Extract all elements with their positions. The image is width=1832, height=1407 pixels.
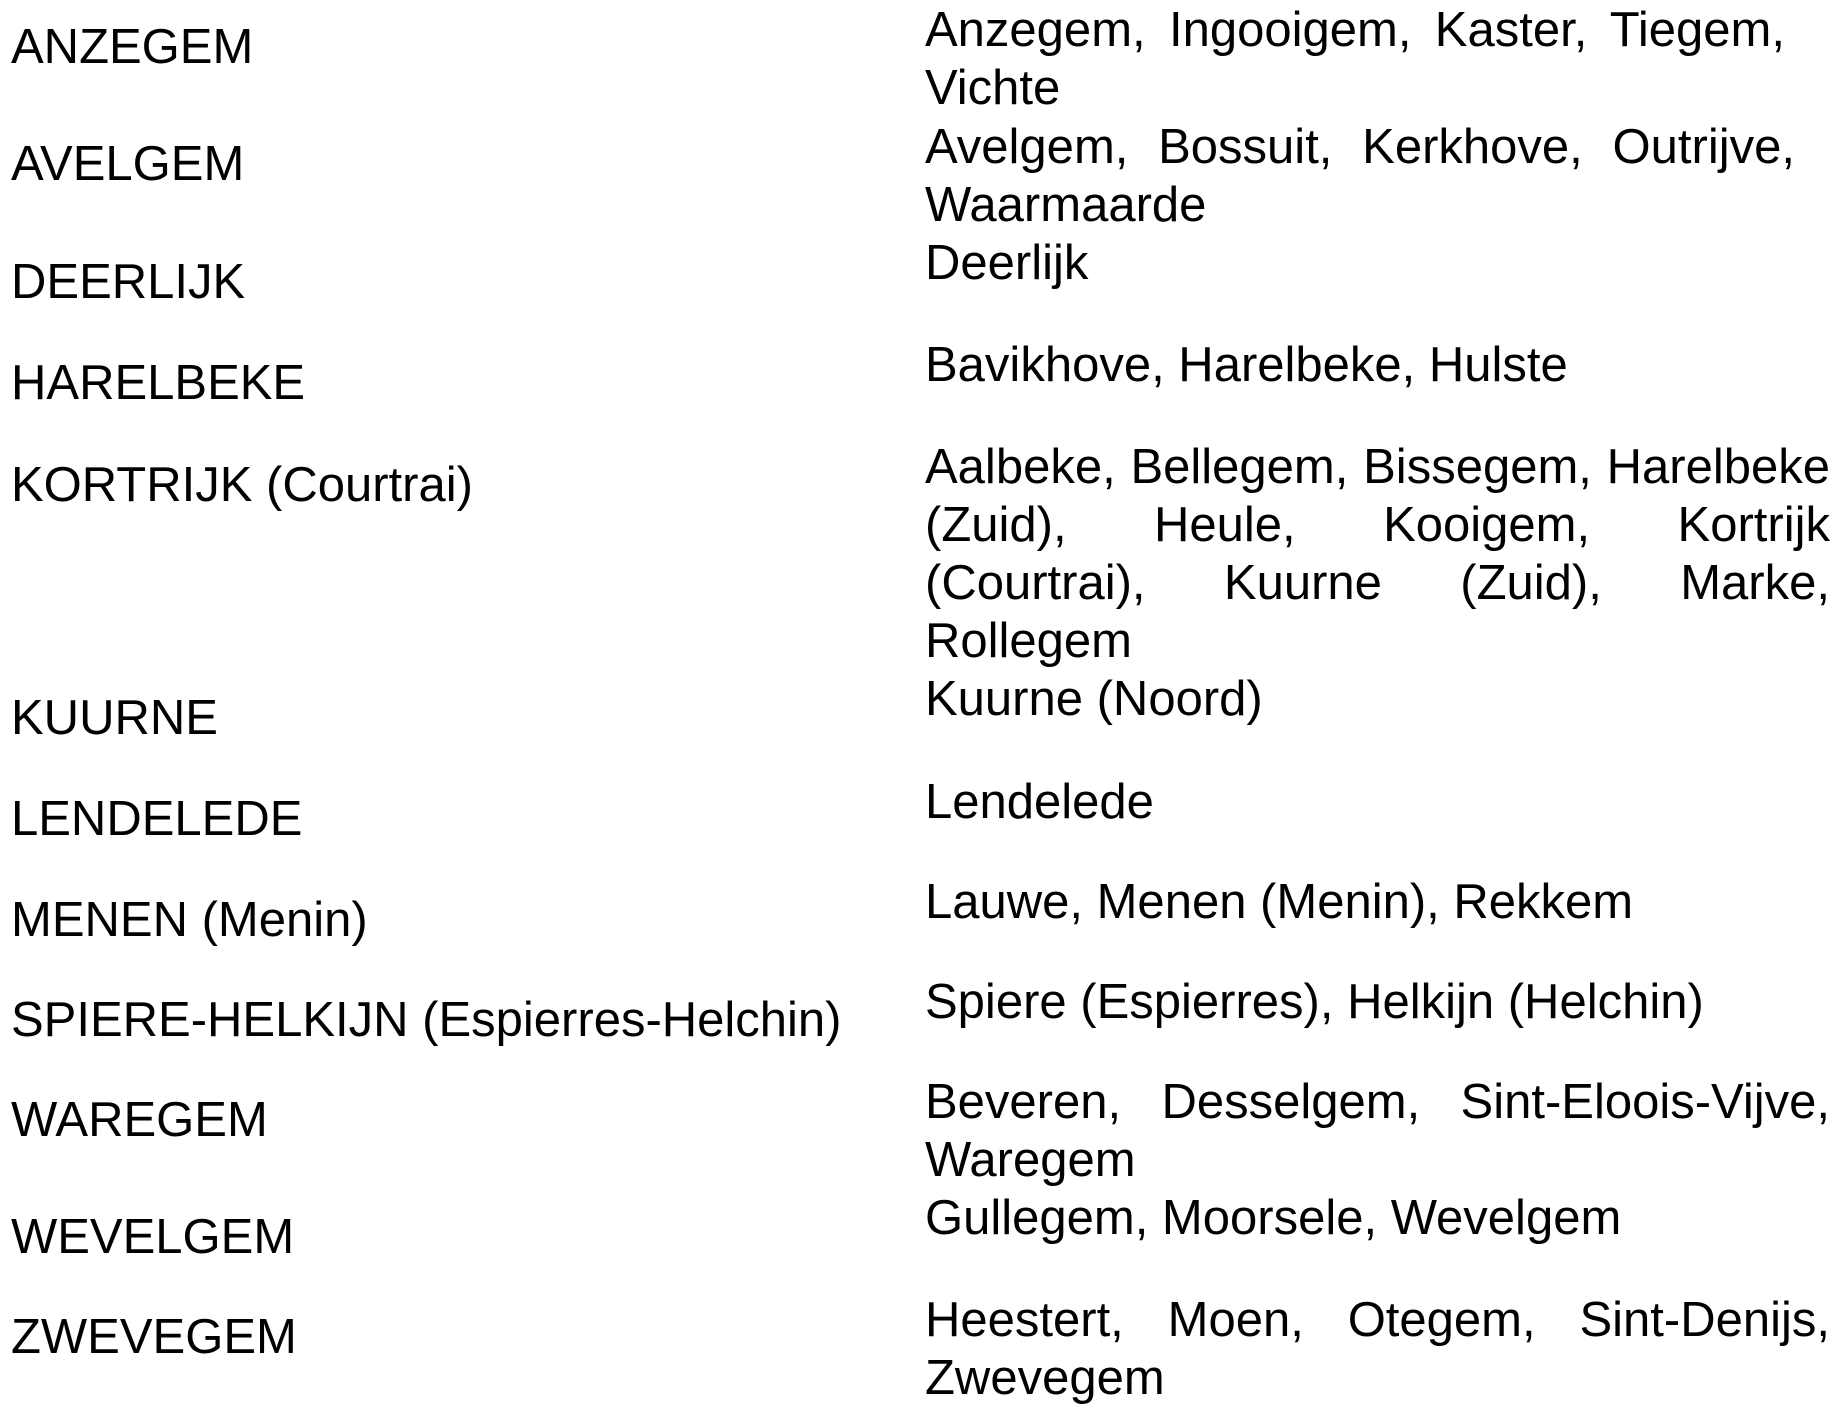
table-row: [0, 972, 1832, 1072]
sub-municipalities: Deerlijk: [925, 236, 1089, 290]
sub-municipalities: Bavikhove, Harelbeke, Hulste: [925, 338, 1568, 392]
table-row: [0, 117, 1832, 234]
sub-municipalities: Beveren, Desselgem, Sint-Eloois-Vijve, Waregem: [925, 1075, 1830, 1187]
table-row: [0, 872, 1832, 972]
table-row: [0, 435, 1832, 670]
table-row: [0, 1289, 1832, 1407]
table-row: [0, 1072, 1832, 1189]
municipality-name: ZWEVEGEM: [11, 1310, 297, 1364]
table-row: [0, 771, 1832, 872]
sub-municipalities: Anzegem, Ingooigem, Kaster, Tiegem, Vichte: [925, 3, 1785, 115]
table-row: [0, 670, 1832, 771]
table-row: [0, 234, 1832, 334]
table-row: [0, 1189, 1832, 1289]
municipality-name: DEERLIJK: [11, 255, 246, 309]
municipality-name: KUURNE: [11, 691, 218, 745]
municipality-name: SPIERE-HELKIJN (Espierres-Helchin): [11, 993, 842, 1047]
municipality-name: WEVELGEM: [11, 1210, 295, 1264]
sub-municipalities: Avelgem, Bossuit, Kerkhove, Outrijve, Waarmaarde: [925, 120, 1795, 232]
municipality-name: ANZEGEM: [11, 20, 254, 74]
sub-municipalities: Spiere (Espierres), Helkijn (Helchin): [925, 975, 1704, 1029]
table-row: [0, 0, 1832, 117]
table-row: [0, 334, 1832, 435]
sub-municipalities: Lauwe, Menen (Menin), Rekkem: [925, 875, 1634, 929]
municipality-name: AVELGEM: [11, 137, 245, 191]
sub-municipalities: Lendelede: [925, 775, 1154, 829]
municipality-name: HARELBEKE: [11, 356, 306, 410]
sub-municipalities: Gullegem, Moorsele, Wevelgem: [925, 1191, 1622, 1245]
municipality-name: LENDELEDE: [11, 792, 303, 846]
sub-municipalities: Kuurne (Noord): [925, 672, 1263, 726]
sub-municipalities: Aalbeke, Bellegem, Bissegem, Harelbeke (Zuid), Heule, Kooigem, Kortrijk (Courtrai), Kuurne (Zuid), Marke, Rollegem: [925, 440, 1830, 668]
sub-municipalities: Heestert, Moen, Otegem, Sint-Denijs, Zwevegem: [925, 1293, 1830, 1405]
municipality-name: WAREGEM: [11, 1093, 268, 1147]
municipality-name: KORTRIJK (Courtrai): [11, 458, 473, 512]
municipality-name: MENEN (Menin): [11, 893, 368, 947]
